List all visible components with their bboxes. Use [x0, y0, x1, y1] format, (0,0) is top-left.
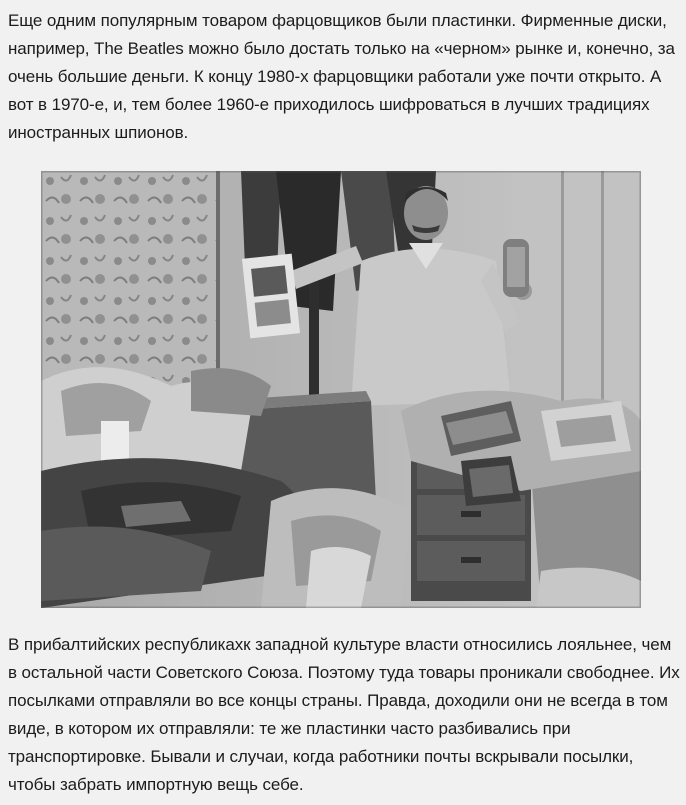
black-and-white-photo-illustration — [41, 171, 641, 608]
article-photo — [41, 171, 641, 608]
article-paragraph-2: В прибалтийских республикахк западной культуре власти относились лояльнее, чем в остальной части Советского Союза. Поэтому туда товары проникали свободнее. Их посылками отправляли во все концы страны. Правда, доходили они не всегда в том виде, в котором их отправляли: те же пластинки часто разбивались при транспортировке. Бывали и случаи, когда работники почты вскрывали посылки, чтобы забрать импортную вещь себе. — [8, 635, 680, 794]
article-paragraph-1: Еще одним популярным товаром фарцовщиков были пластинки. Фирменные диски, например, The Beatles можно было достать только на «черном» рынке и, конечно, за очень большие деньги. К концу 1980-х фарцовщики работали уже почти открыто. А вот в 1970-е, и, тем более 1960-е приходилось шифроваться в лучших традициях иностранных шпионов. — [8, 11, 675, 142]
